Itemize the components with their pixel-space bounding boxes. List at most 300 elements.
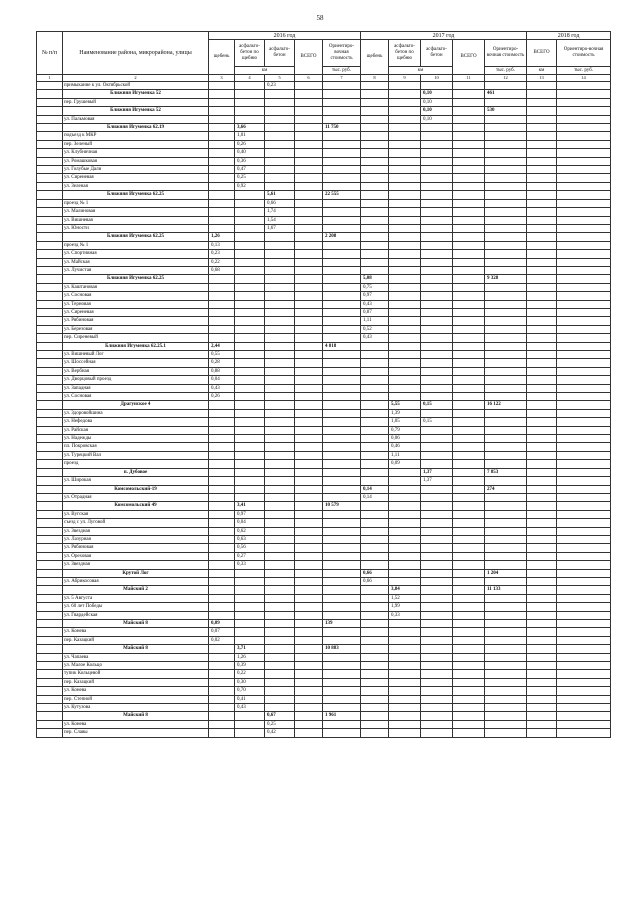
value-cell	[265, 166, 295, 174]
group-row	[37, 342, 611, 350]
value-cell	[323, 241, 361, 249]
row-number-cell	[37, 418, 63, 426]
value-cell	[527, 426, 557, 434]
value-cell	[235, 485, 265, 493]
value-cell	[295, 485, 323, 493]
value-cell	[485, 670, 527, 678]
value-cell	[453, 468, 485, 476]
value-cell	[209, 586, 235, 594]
value-cell	[485, 115, 527, 123]
value-cell	[453, 636, 485, 644]
street-name-cell: подъезд к МКР	[63, 132, 209, 140]
street-name-cell: ул. Отрадная	[63, 493, 209, 501]
value-cell	[389, 216, 421, 224]
value-cell	[209, 510, 235, 518]
value-cell	[209, 729, 235, 737]
col-number: 8	[361, 75, 389, 82]
row-number-cell	[37, 132, 63, 140]
value-cell	[527, 678, 557, 686]
value-cell: 1 204	[485, 569, 527, 577]
value-cell: 0,43	[361, 300, 389, 308]
value-cell	[527, 468, 557, 476]
value-cell	[295, 292, 323, 300]
value-cell: 1,11	[389, 451, 421, 459]
value-cell	[557, 502, 611, 510]
value-cell	[485, 712, 527, 720]
value-cell	[235, 317, 265, 325]
value-cell	[557, 603, 611, 611]
group-name-cell: Драгунское 4	[63, 401, 209, 409]
col-number-header: № п/п	[37, 32, 63, 75]
row-number-cell	[37, 266, 63, 274]
value-cell	[295, 451, 323, 459]
value-cell	[485, 628, 527, 636]
value-cell	[209, 485, 235, 493]
value-cell	[323, 435, 361, 443]
value-cell	[421, 426, 453, 434]
value-cell: 0,56	[235, 544, 265, 552]
street-name-cell: ул. Березовая	[63, 325, 209, 333]
value-cell	[527, 191, 557, 199]
value-cell: 0,43	[361, 334, 389, 342]
value-cell	[453, 426, 485, 434]
value-cell	[557, 367, 611, 375]
value-cell	[235, 90, 265, 98]
value-cell	[265, 544, 295, 552]
value-cell	[485, 519, 527, 527]
value-cell	[235, 98, 265, 106]
col-number: 4	[235, 75, 265, 82]
value-cell	[527, 704, 557, 712]
value-cell	[209, 292, 235, 300]
value-cell	[485, 292, 527, 300]
value-cell	[323, 535, 361, 543]
group-row	[37, 191, 611, 199]
value-cell	[557, 124, 611, 132]
value-cell	[453, 611, 485, 619]
value-cell	[235, 493, 265, 501]
value-cell	[323, 636, 361, 644]
street-name-cell: ул. Сиреневая	[63, 308, 209, 316]
value-cell	[265, 426, 295, 434]
value-cell	[209, 166, 235, 174]
value-cell: 0,41	[235, 695, 265, 703]
value-cell	[295, 426, 323, 434]
value-cell	[323, 199, 361, 207]
unit-km: км	[527, 67, 557, 75]
value-cell	[295, 224, 323, 232]
value-cell: 461	[485, 90, 527, 98]
value-cell	[421, 250, 453, 258]
value-cell	[323, 308, 361, 316]
value-cell	[527, 132, 557, 140]
value-cell	[361, 502, 389, 510]
value-cell	[485, 729, 527, 737]
value-cell	[209, 662, 235, 670]
value-cell	[557, 191, 611, 199]
value-cell	[235, 611, 265, 619]
value-cell	[527, 334, 557, 342]
value-cell	[323, 376, 361, 384]
value-cell	[389, 124, 421, 132]
value-cell	[295, 477, 323, 485]
value-cell	[453, 594, 485, 602]
value-cell	[421, 653, 453, 661]
value-cell	[323, 527, 361, 535]
value-cell: 5,08	[361, 275, 389, 283]
value-cell	[209, 107, 235, 115]
value-cell	[485, 594, 527, 602]
value-cell	[485, 367, 527, 375]
value-cell	[235, 233, 265, 241]
value-cell	[323, 493, 361, 501]
value-cell	[361, 409, 389, 417]
value-cell	[453, 561, 485, 569]
value-cell	[527, 544, 557, 552]
value-cell: 3,84	[389, 586, 421, 594]
value-cell	[421, 704, 453, 712]
value-cell	[389, 107, 421, 115]
value-cell	[389, 351, 421, 359]
value-cell	[485, 443, 527, 451]
value-cell: 0,36	[235, 157, 265, 165]
value-cell: 0,09	[389, 460, 421, 468]
value-cell	[485, 224, 527, 232]
value-cell	[527, 308, 557, 316]
row-number-cell	[37, 241, 63, 249]
value-cell	[453, 132, 485, 140]
col-header: асфальто-бетон по щебню	[235, 40, 265, 67]
value-cell	[389, 325, 421, 333]
value-cell	[295, 502, 323, 510]
value-cell	[265, 325, 295, 333]
value-cell	[323, 367, 361, 375]
value-cell	[209, 645, 235, 653]
value-cell	[453, 140, 485, 148]
value-cell	[235, 359, 265, 367]
group-name-cell: Майский 2	[63, 586, 209, 594]
value-cell	[361, 157, 389, 165]
value-cell	[209, 317, 235, 325]
value-cell	[209, 670, 235, 678]
value-cell	[389, 502, 421, 510]
value-cell	[527, 586, 557, 594]
value-cell	[453, 569, 485, 577]
value-cell	[209, 435, 235, 443]
value-cell	[323, 98, 361, 106]
value-cell	[421, 586, 453, 594]
value-cell	[421, 611, 453, 619]
value-cell	[235, 325, 265, 333]
value-cell	[323, 359, 361, 367]
value-cell	[389, 477, 421, 485]
value-cell	[295, 678, 323, 686]
row-number-cell	[37, 401, 63, 409]
value-cell	[485, 166, 527, 174]
value-cell	[557, 199, 611, 207]
value-cell	[295, 241, 323, 249]
value-cell	[421, 510, 453, 518]
table-row	[37, 149, 611, 157]
value-cell	[265, 275, 295, 283]
value-cell	[323, 250, 361, 258]
value-cell	[265, 704, 295, 712]
value-cell	[557, 334, 611, 342]
value-cell	[453, 409, 485, 417]
value-cell	[209, 334, 235, 342]
street-name-cell: ул. Ромашковая	[63, 157, 209, 165]
table-row	[37, 393, 611, 401]
value-cell	[295, 695, 323, 703]
value-cell	[235, 376, 265, 384]
value-cell	[421, 435, 453, 443]
value-cell	[557, 90, 611, 98]
value-cell: 0,40	[235, 149, 265, 157]
value-cell	[323, 569, 361, 577]
value-cell	[209, 401, 235, 409]
value-cell	[527, 502, 557, 510]
value-cell	[323, 477, 361, 485]
value-cell	[361, 233, 389, 241]
value-cell	[265, 149, 295, 157]
value-cell	[453, 208, 485, 216]
value-cell	[453, 308, 485, 316]
row-number-cell	[37, 409, 63, 417]
value-cell	[557, 216, 611, 224]
row-number-cell	[37, 325, 63, 333]
value-cell	[527, 325, 557, 333]
value-cell	[421, 325, 453, 333]
street-name-cell: ул. Дворцовый проезд	[63, 376, 209, 384]
value-cell	[265, 468, 295, 476]
value-cell	[527, 300, 557, 308]
street-name-cell: ул. Сиреневая	[63, 174, 209, 182]
row-number-cell	[37, 250, 63, 258]
value-cell	[421, 359, 453, 367]
value-cell	[235, 266, 265, 274]
value-cell: 1,11	[361, 317, 389, 325]
value-cell	[421, 157, 453, 165]
table-row	[37, 224, 611, 232]
value-cell	[295, 594, 323, 602]
value-cell	[453, 695, 485, 703]
value-cell	[361, 695, 389, 703]
value-cell	[265, 241, 295, 249]
value-cell	[295, 191, 323, 199]
value-cell	[453, 90, 485, 98]
row-number-cell	[37, 376, 63, 384]
table-row	[37, 157, 611, 165]
value-cell	[453, 275, 485, 283]
value-cell	[421, 283, 453, 291]
value-cell	[235, 208, 265, 216]
group-row	[37, 401, 611, 409]
value-cell	[265, 460, 295, 468]
value-cell	[421, 384, 453, 392]
street-name-cell: ул. Нефедова	[63, 418, 209, 426]
value-cell	[265, 493, 295, 501]
value-cell	[527, 140, 557, 148]
value-cell	[421, 208, 453, 216]
row-number-cell	[37, 149, 63, 157]
value-cell	[527, 611, 557, 619]
value-cell	[485, 678, 527, 686]
value-cell	[265, 367, 295, 375]
value-cell	[361, 401, 389, 409]
value-cell	[361, 451, 389, 459]
value-cell	[557, 384, 611, 392]
value-cell	[389, 561, 421, 569]
street-name-cell: пер. Степной	[63, 695, 209, 703]
value-cell	[295, 182, 323, 190]
value-cell: 0,26	[209, 393, 235, 401]
street-name-cell: ул. Конева	[63, 720, 209, 728]
value-cell	[557, 569, 611, 577]
roads-table	[36, 31, 611, 738]
value-cell: 1,01	[235, 132, 265, 140]
col-number: 2	[63, 75, 209, 82]
value-cell	[389, 384, 421, 392]
value-cell	[235, 241, 265, 249]
value-cell	[453, 300, 485, 308]
value-cell	[361, 586, 389, 594]
value-cell	[235, 729, 265, 737]
col-name-header: Наименование района, микрорайона, улицы	[63, 32, 209, 75]
value-cell	[557, 166, 611, 174]
value-cell	[421, 544, 453, 552]
value-cell	[323, 132, 361, 140]
value-cell	[265, 292, 295, 300]
row-number-cell	[37, 527, 63, 535]
value-cell	[485, 502, 527, 510]
street-name-cell: ул. Чапаева	[63, 653, 209, 661]
value-cell: 11 750	[323, 124, 361, 132]
row-number-cell	[37, 300, 63, 308]
value-cell: 0,10	[421, 115, 453, 123]
group-row	[37, 569, 611, 577]
street-name-cell: ул. Клубничная	[63, 149, 209, 157]
value-cell	[421, 82, 453, 90]
value-cell: 1,37	[421, 468, 453, 476]
value-cell	[361, 435, 389, 443]
value-cell	[209, 283, 235, 291]
value-cell	[265, 443, 295, 451]
value-cell: 0,55	[209, 351, 235, 359]
value-cell	[361, 561, 389, 569]
value-cell	[557, 451, 611, 459]
value-cell	[323, 275, 361, 283]
value-cell	[389, 342, 421, 350]
table-row	[37, 132, 611, 140]
value-cell	[389, 569, 421, 577]
group-name-cell: п. Дубовое	[63, 468, 209, 476]
value-cell	[323, 393, 361, 401]
value-cell	[421, 199, 453, 207]
row-number-cell	[37, 384, 63, 392]
value-cell	[209, 216, 235, 224]
row-number-cell	[37, 485, 63, 493]
value-cell	[557, 250, 611, 258]
row-number-cell	[37, 645, 63, 653]
row-number-cell	[37, 224, 63, 232]
value-cell	[295, 510, 323, 518]
group-name-cell: Майский 8	[63, 712, 209, 720]
value-cell: 1,05	[389, 418, 421, 426]
value-cell: 1 961	[323, 712, 361, 720]
row-number-cell	[37, 233, 63, 241]
value-cell	[265, 653, 295, 661]
row-number-cell	[37, 712, 63, 720]
value-cell	[209, 157, 235, 165]
value-cell	[485, 174, 527, 182]
value-cell	[453, 577, 485, 585]
value-cell	[209, 115, 235, 123]
value-cell	[527, 477, 557, 485]
value-cell	[295, 115, 323, 123]
value-cell	[485, 653, 527, 661]
street-name-cell: ул. 60 лет Победы	[63, 603, 209, 611]
value-cell: 0,13	[209, 241, 235, 249]
row-number-cell	[37, 729, 63, 737]
value-cell	[527, 687, 557, 695]
value-cell	[527, 409, 557, 417]
value-cell	[421, 258, 453, 266]
value-cell	[295, 435, 323, 443]
row-number-cell	[37, 519, 63, 527]
value-cell	[235, 393, 265, 401]
value-cell	[209, 535, 235, 543]
value-cell	[421, 443, 453, 451]
value-cell	[389, 359, 421, 367]
value-cell	[527, 174, 557, 182]
group-name-cell: Крутой Лог	[63, 569, 209, 577]
value-cell	[557, 435, 611, 443]
value-cell	[209, 577, 235, 585]
value-cell	[265, 174, 295, 182]
value-cell	[485, 561, 527, 569]
value-cell	[421, 712, 453, 720]
row-number-cell	[37, 283, 63, 291]
value-cell	[557, 443, 611, 451]
year-2017-header: 2017 год	[361, 32, 527, 40]
table-row	[37, 82, 611, 90]
value-cell	[421, 132, 453, 140]
value-cell	[557, 182, 611, 190]
value-cell	[557, 359, 611, 367]
value-cell	[453, 199, 485, 207]
col-header: ВСЕГО	[527, 40, 557, 67]
value-cell	[485, 191, 527, 199]
value-cell	[235, 283, 265, 291]
value-cell	[453, 149, 485, 157]
row-number-cell	[37, 493, 63, 501]
value-cell	[209, 140, 235, 148]
row-number-cell	[37, 258, 63, 266]
street-name-cell: тупик Кольцевой	[63, 670, 209, 678]
value-cell	[295, 687, 323, 695]
value-cell	[485, 460, 527, 468]
value-cell	[295, 586, 323, 594]
value-cell	[485, 418, 527, 426]
value-cell	[235, 443, 265, 451]
value-cell	[557, 535, 611, 543]
table-row	[37, 266, 611, 274]
value-cell	[527, 292, 557, 300]
row-number-cell	[37, 460, 63, 468]
value-cell	[527, 451, 557, 459]
table-row	[37, 535, 611, 543]
value-cell	[453, 435, 485, 443]
